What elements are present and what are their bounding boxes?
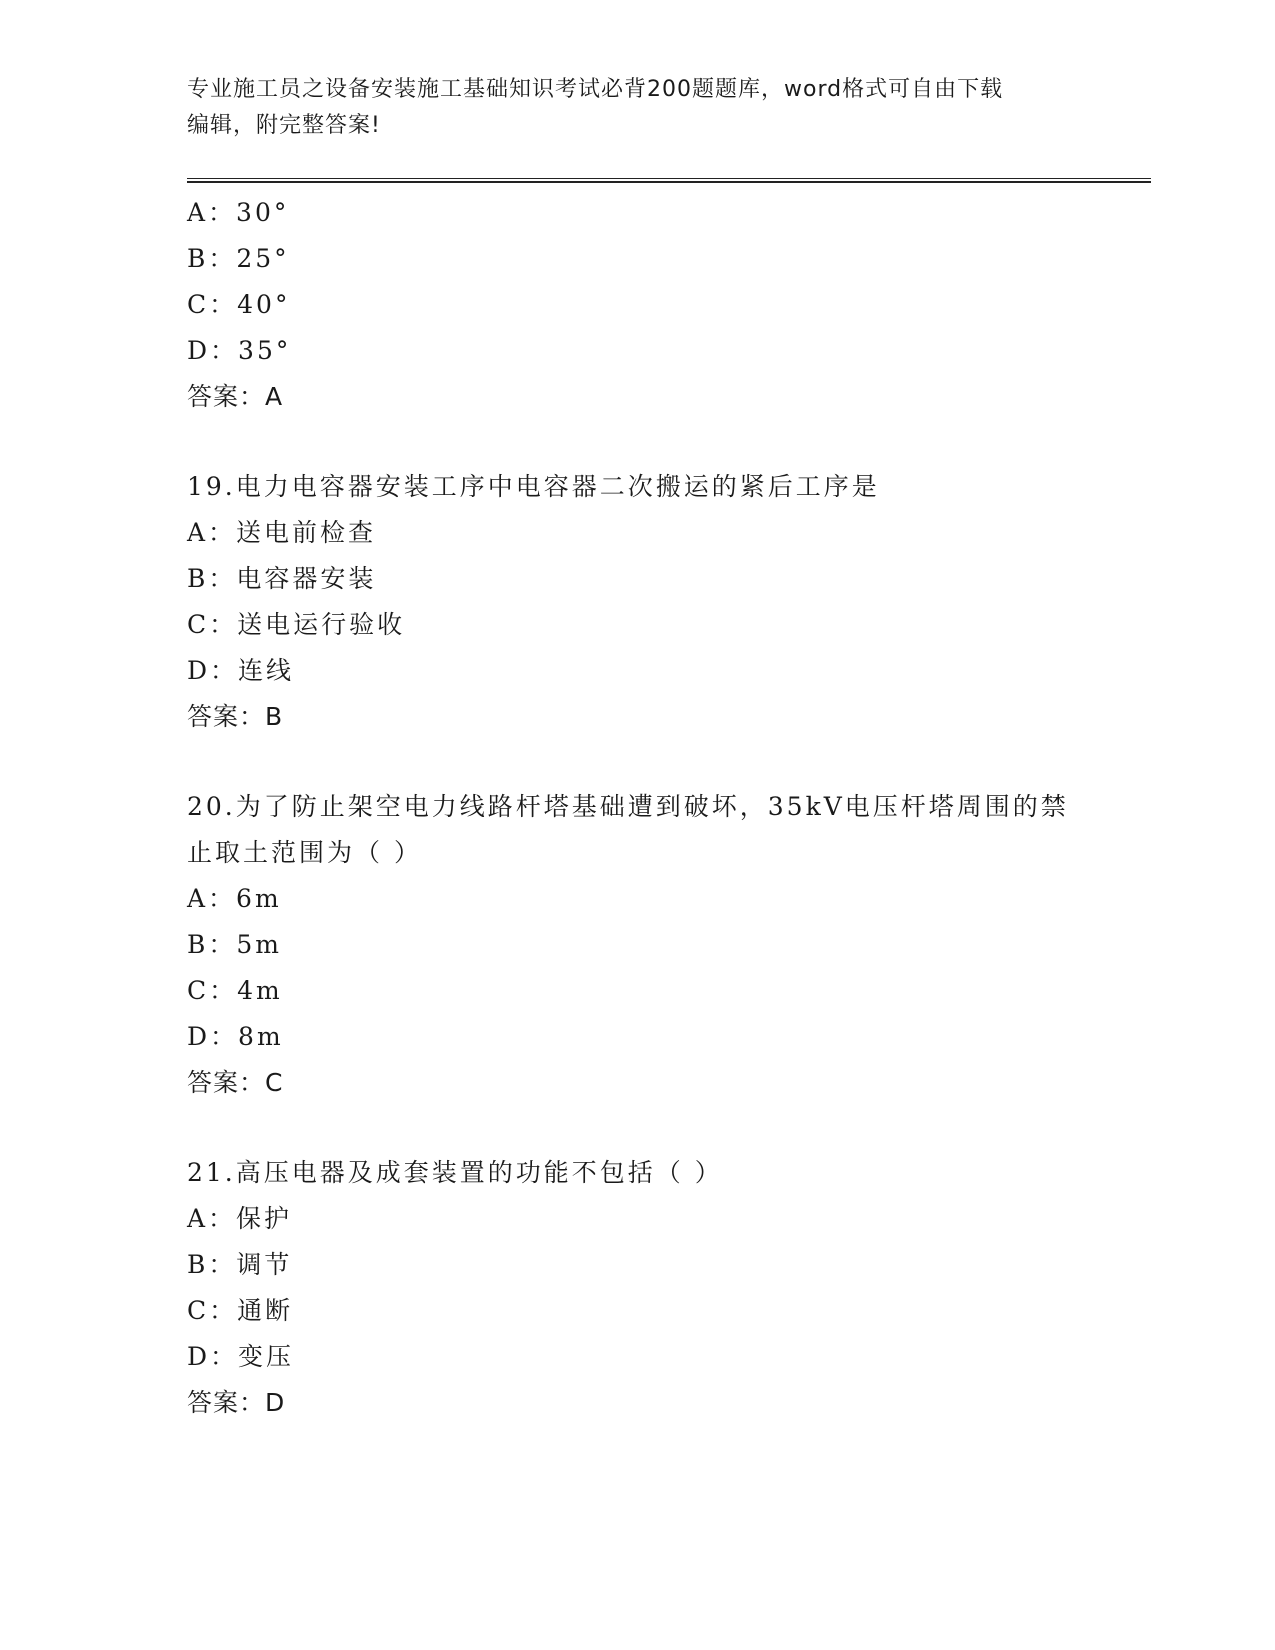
option-a: A：30° <box>187 198 290 227</box>
header-divider-thick <box>187 181 1151 183</box>
answer: 答案：C <box>187 1068 284 1097</box>
answer: 答案：D <box>187 1388 286 1417</box>
header-divider-thin <box>187 178 1151 179</box>
question-20 <box>187 784 1087 1106</box>
spacer <box>187 1106 1087 1150</box>
option-b: B：调节 <box>187 1250 293 1279</box>
question-text: 21.高压电器及成套装置的功能不包括（ ） <box>187 1158 723 1187</box>
document-header <box>187 72 1067 144</box>
option-a: A：送电前检查 <box>187 518 377 547</box>
option-c: C：4m <box>187 976 283 1005</box>
spacer <box>187 420 1087 464</box>
option-c: C：通断 <box>187 1296 294 1325</box>
header-line-1: 专业施工员之设备安装施工基础知识考试必背200题题库，word格式可自由下载 <box>187 77 1004 102</box>
question-list <box>187 190 1087 1426</box>
option-d: D：35° <box>187 336 292 365</box>
answer: 答案：A <box>187 382 284 411</box>
option-b: B：5m <box>187 930 282 959</box>
option-b: B：25° <box>187 244 290 273</box>
question-text-line-1: 20.为了防止架空电力线路杆塔基础遭到破坏，35kV电压杆塔周围的禁 <box>187 792 1069 821</box>
option-d: D：8m <box>187 1022 284 1051</box>
question-21 <box>187 1150 1087 1426</box>
question-text: 19.电力电容器安装工序中电容器二次搬运的紧后工序是 <box>187 472 880 501</box>
option-c: C：送电运行验收 <box>187 610 406 639</box>
option-d: D：变压 <box>187 1342 295 1371</box>
header-line-2: 编辑，附完整答案! <box>187 113 381 138</box>
option-d: D：连线 <box>187 656 295 685</box>
question-19 <box>187 464 1087 740</box>
answer: 答案：B <box>187 702 284 731</box>
question-text-line-2: 止取土范围为（ ） <box>187 838 422 867</box>
option-a: A：保护 <box>187 1204 293 1233</box>
option-c: C：40° <box>187 290 291 319</box>
option-a: A：6m <box>187 884 282 913</box>
option-b: B：电容器安装 <box>187 564 377 593</box>
question-18 <box>187 190 1087 420</box>
spacer <box>187 740 1087 784</box>
